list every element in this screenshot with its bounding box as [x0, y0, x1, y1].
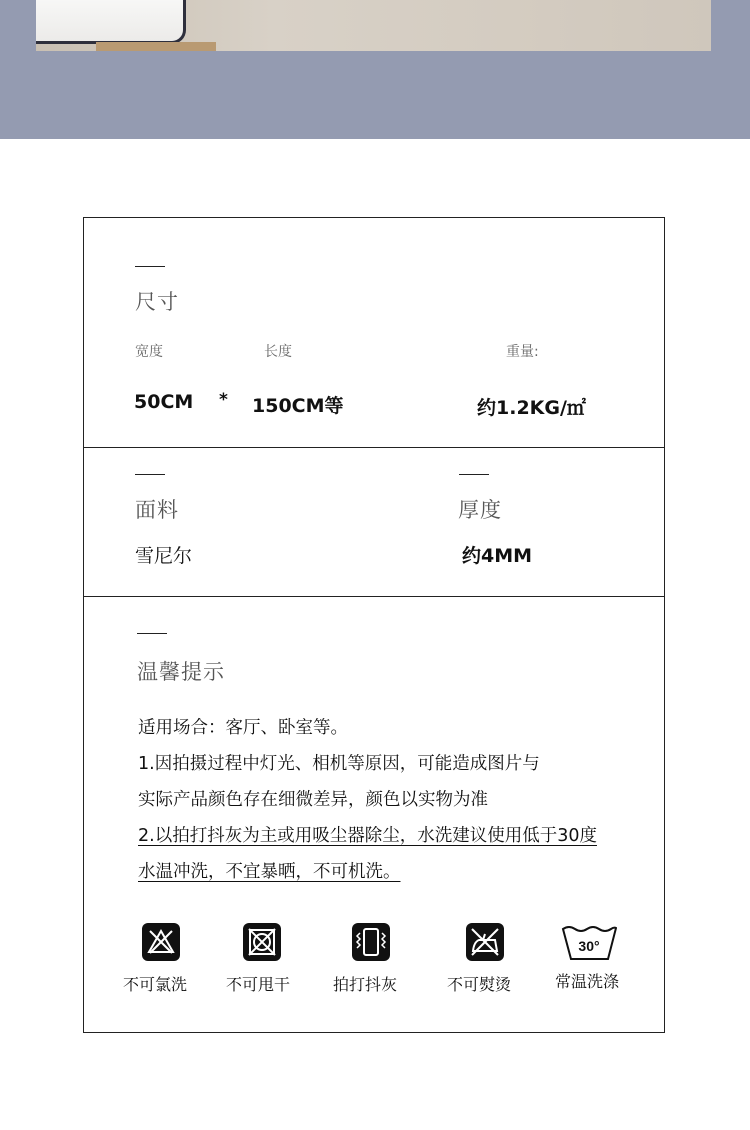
- care-label: 常温洗涤: [555, 972, 620, 991]
- tips-line-underlined: 水温冲洗，不宜暴晒，不可机洗。: [138, 862, 401, 882]
- thickness-heading: 厚度: [458, 498, 502, 522]
- section-divider: [84, 447, 664, 448]
- divider-dash: [137, 633, 167, 634]
- divider-dash: [459, 474, 489, 475]
- no-tumble-dry-icon: [242, 922, 282, 962]
- spec-card: [83, 217, 665, 1033]
- wood-stool-image: [96, 42, 216, 51]
- tips-line-underlined: 2.以拍打抖灰为主或用吸尘器除尘，水洗建议使用低于30度: [138, 826, 597, 846]
- pillow-image: [36, 0, 186, 44]
- fabric-value: 雪尼尔: [135, 545, 193, 567]
- tips-line: 实际产品颜色存在细微差异，颜色以实物为准: [138, 790, 488, 810]
- section-divider: [84, 596, 664, 597]
- divider-dash: [135, 474, 165, 475]
- times-sign: *: [219, 390, 228, 410]
- pat-dust-icon: [351, 922, 391, 962]
- wash-temperature: 30°: [578, 938, 600, 954]
- weight-label: 重量:: [506, 344, 539, 360]
- tips-heading: 温馨提示: [137, 660, 225, 684]
- width-value: 50CM: [134, 391, 194, 413]
- no-bleach-icon: [141, 922, 181, 962]
- product-photo: [36, 0, 711, 51]
- length-value: 150CM等: [252, 395, 344, 417]
- tips-line: 适用场合：客厅、卧室等。: [138, 718, 348, 738]
- no-iron-icon: [465, 922, 505, 962]
- care-label: 不可熨烫: [447, 975, 512, 994]
- thickness-value: 约4MM: [462, 545, 533, 567]
- fabric-heading: 面料: [135, 498, 179, 522]
- weight-value: 约1.2KG/㎡: [477, 397, 586, 419]
- length-label: 长度: [264, 344, 292, 360]
- width-label: 宽度: [135, 344, 163, 360]
- wash-30-icon: [561, 921, 617, 963]
- top-banner: [0, 0, 750, 139]
- tips-line: 1.因拍摄过程中灯光、相机等原因，可能造成图片与: [138, 754, 540, 774]
- size-heading: 尺寸: [135, 290, 179, 314]
- care-label: 不可氯洗: [123, 975, 188, 994]
- care-label: 不可甩干: [226, 975, 291, 994]
- care-label: 拍打抖灰: [333, 975, 398, 994]
- divider-dash: [135, 266, 165, 267]
